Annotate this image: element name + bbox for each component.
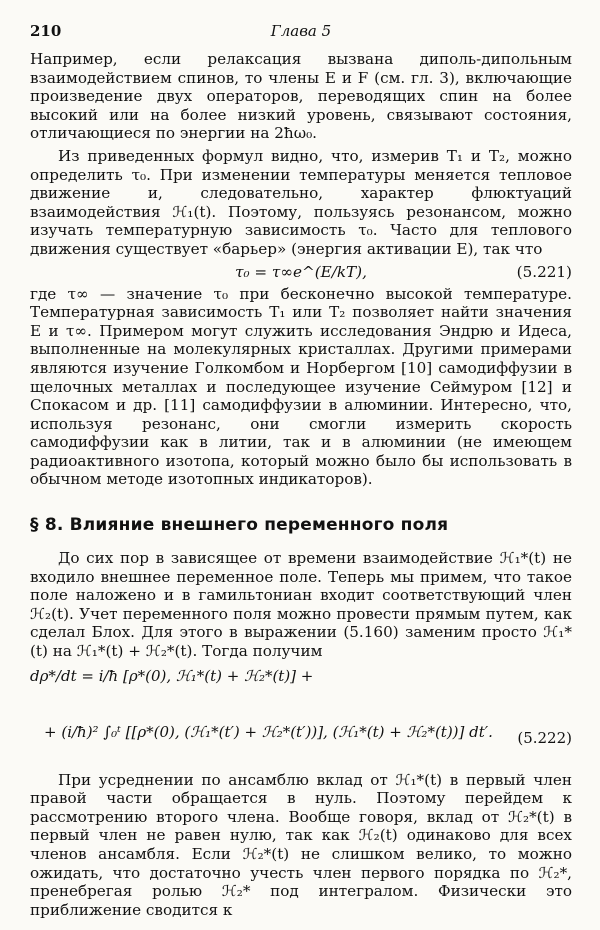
page-number: 210 — [30, 22, 62, 40]
page — [30, 22, 572, 919]
equation-5-221-number: (5.221) — [516, 262, 572, 281]
equation-5-222 — [30, 661, 572, 771]
paragraph-4: До сих пор в зависящее от времени взаимодействие ℋ₁*(t) не входило внешнее переменное поле. Теперь мы примем, что такое поле наложено и в гамильтониан входит соответствующий член ℋ₂(t). Учет переменного поля можно провести прямым путем, как сделал Блох. Для этого в выражении (5.160) заменим просто ℋ₁*(t) на ℋ₁*(t) + ℋ₂*(t). Тогда получим — [30, 549, 572, 661]
paragraph-5: При усреднении по ансамблю вклад от ℋ₁*(t) в первый член правой части обращается в нуль. Поэтому перейдем к рассмотрению второго члена. Вообще говоря, вклад от ℋ₂*(t) в первый член не равен нулю, так как ℋ₂(t) одинаково для всех членов ансамбля. Если ℋ₂*(t) не слишком велико, то можно ожидать, что достаточно учесть член первого порядка по ℋ₂*, пренебрегая ролью ℋ₂* под интегралом. Физически это приближение сводится к — [30, 770, 572, 919]
equation-5-222-line-2: + (i/ħ)² ∫₀ᵗ [[ρ*(0), (ℋ₁*(t′) + ℋ₂*(t′))], (ℋ₁*(t) + ℋ₂*(t))] dt′. — [44, 722, 493, 741]
paragraph-2: Из приведенных формул видно, что, измерив T₁ и T₂, можно определить τ₀. При изменении температуры меняется тепловое движение и, следовательно, характер флюктуаций взаимодействия ℋ₁(t). Поэтому, пользуясь резонансом, можно изучать температурную зависимость τ₀. Часто для теплового движения существует «барьер» (энергия активации E), так что — [30, 146, 572, 258]
equation-5-222-line-1: dρ*/dt = i/ħ [ρ*(0), ℋ₁*(t) + ℋ₂*(t)] + — [30, 666, 314, 685]
equation-5-222-number: (5.222) — [517, 728, 572, 747]
running-header — [30, 22, 572, 44]
equation-5-221 — [30, 259, 572, 285]
chapter-title: Глава 5 — [270, 22, 332, 40]
paragraph-1: Например, если релаксация вызвана диполь-дипольным взаимодействием спинов, то члены E и F (см. гл. 3), включающие произведение двух операторов, переводящих спин на более высокий или на более низкий уровень, связывают состояния, отличающиеся по энергии на 2ħω₀. — [30, 50, 572, 143]
section-heading: § 8. Влияние внешнего переменного поля — [30, 515, 449, 536]
equation-5-221-body: τ₀ = τ∞e^(E/kT), — [235, 262, 367, 281]
paragraph-3: где τ∞ — значение τ₀ при бесконечно высокой температуре. Температурная зависимость T₁ или T₂ позволяет найти значения E и τ∞. Примером могут служить исследования Эндрю и Идеса, выполненные на молекулярных кристаллах. Другими примерами являются изучение Голкомбом и Норбергом [10] самодиффузии в щелочных металлах и последующее изучение Сеймуром [12] и Спокасом и др. [11] самодиффузии в алюминии. Интересно, что, используя резонанс, они смогли измерить скорость самодиффузии как в литии, так и в алюминии (не имеющем радиоактивного изотопа, который можно было бы использовать в обычном методе изотопных индикаторов). — [30, 284, 572, 489]
